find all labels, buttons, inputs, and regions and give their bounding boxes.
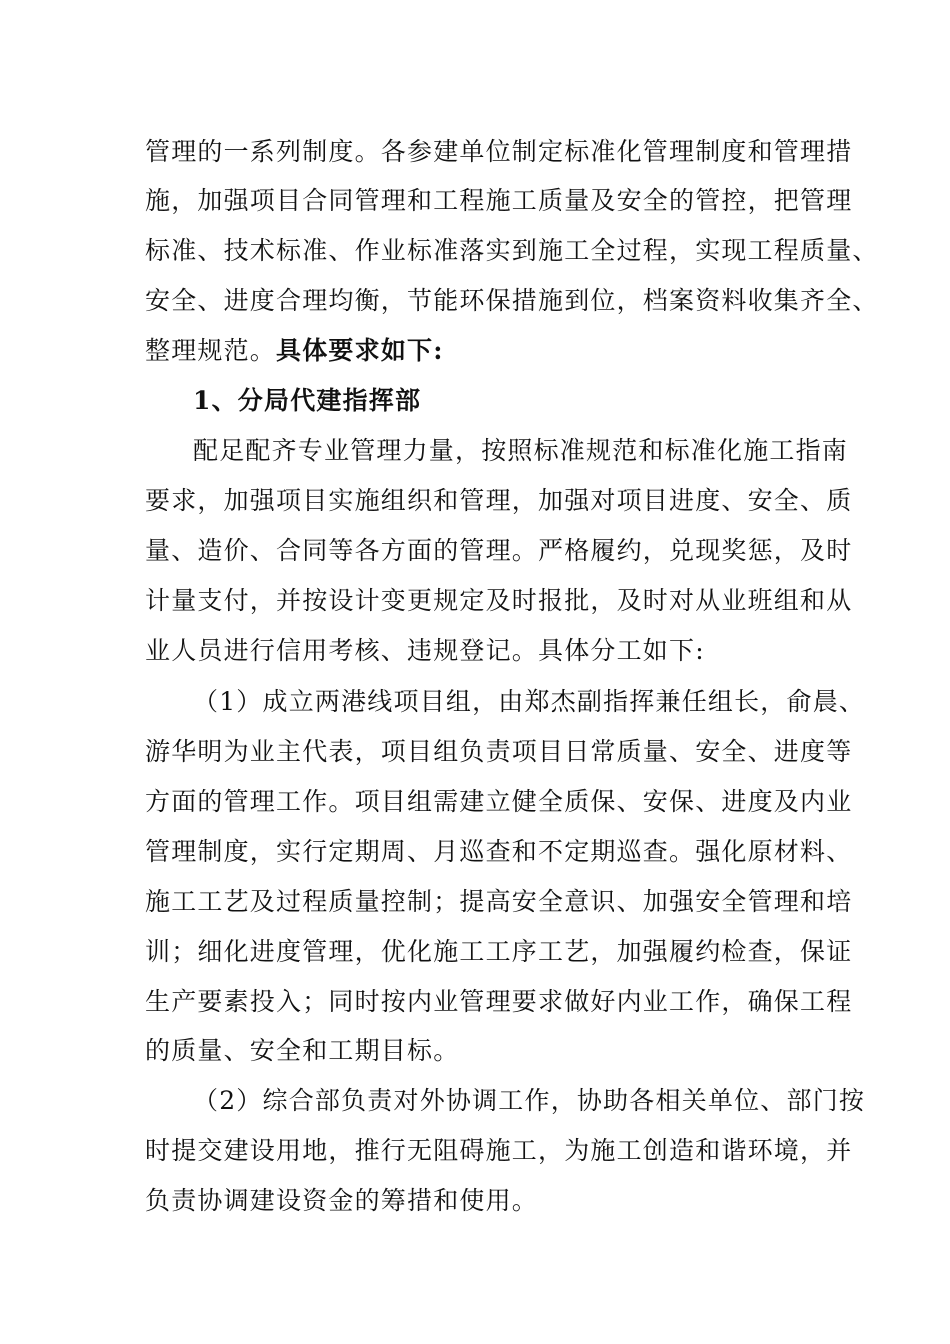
item1-line-3: 方面的管理工作。项目组需建立健全质保、安保、进度及内业 [145, 787, 853, 816]
item2-line-1: （2）综合部负责对外协调工作，协助各相关单位、部门按 [193, 1086, 866, 1115]
item2-line-2: 时提交建设用地，推行无阻碍施工，为施工创造和谐环境，并 [145, 1136, 853, 1165]
item1-line-5: 施工工艺及过程质量控制；提高安全意识、加强安全管理和培 [145, 887, 853, 916]
body-line-3: 标准、技术标准、作业标准落实到施工全过程，实现工程质量、 [145, 236, 879, 265]
body-line-1: 管理的一系列制度。各参建单位制定标准化管理制度和管理措 [145, 137, 853, 166]
item1-line-8: 的质量、安全和工期目标。 [145, 1036, 460, 1065]
para1-line-1: 配足配齐专业管理力量，按照标准规范和标准化施工指南 [193, 436, 849, 465]
body-line-5 [145, 335, 444, 367]
body-line-5-text: 整理规范。 [145, 336, 277, 365]
para1-line-3: 量、造价、合同等各方面的管理。严格履约，兑现奖惩，及时 [145, 536, 853, 565]
body-line-4: 安全、进度合理均衡，节能环保措施到位，档案资料收集齐全、 [145, 286, 879, 315]
body-line-2: 施，加强项目合同管理和工程施工质量及安全的管控，把管理 [145, 186, 853, 215]
para1-line-5: 业人员进行信用考核、违规登记。具体分工如下: [145, 636, 705, 665]
section-heading: 1、分局代建指挥部 [193, 386, 422, 415]
item1-line-2: 游华明为业主代表，项目组负责项目日常质量、安全、进度等 [145, 737, 853, 766]
requirements-lead-in: 具体要求如下: [276, 336, 444, 365]
item1-line-6: 训；细化进度管理，优化施工工序工艺，加强履约检查，保证 [145, 937, 853, 966]
item2-line-3: 负责协调建设资金的筹措和使用。 [145, 1186, 539, 1215]
item1-line-7: 生产要素投入；同时按内业管理要求做好内业工作，确保工程 [145, 987, 853, 1016]
para1-line-4: 计量支付，并按设计变更规定及时报批，及时对从业班组和从 [145, 586, 853, 615]
para1-line-2: 要求，加强项目实施组织和管理，加强对项目进度、安全、质 [145, 486, 853, 515]
item1-line-4: 管理制度，实行定期周、月巡查和不定期巡查。强化原材料、 [145, 837, 853, 866]
item1-line-1: （1）成立两港线项目组，由郑杰副指挥兼任组长，俞晨、 [193, 687, 866, 716]
